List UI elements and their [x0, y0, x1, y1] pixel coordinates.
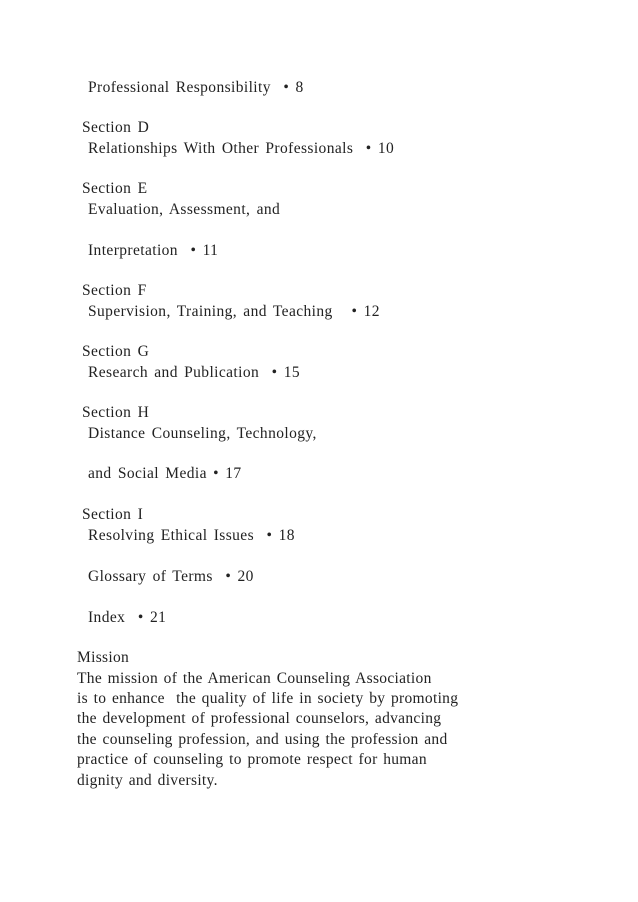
toc-section-f-heading: Section F — [82, 282, 147, 299]
toc-section-d-heading: Section D — [82, 119, 150, 136]
mission-text-line: dignity and diversity. — [77, 772, 218, 789]
toc-section-i-heading: Section I — [82, 506, 144, 523]
toc-entry-interpretation: Interpretation • 11 — [88, 242, 219, 259]
mission-text-line: is to enhance the quality of life in society by promoting — [77, 690, 459, 707]
toc-entry-evaluation: Evaluation, Assessment, and — [88, 201, 281, 218]
toc-entry-supervision: Supervision, Training, and Teaching • 12 — [88, 303, 380, 320]
toc-entry-glossary: Glossary of Terms • 20 — [88, 568, 254, 585]
mission-heading: Mission — [77, 649, 130, 666]
toc-entry-professional-responsibility: Professional Responsibility • 8 — [88, 79, 304, 96]
mission-text-line: the development of professional counselors, advancing — [77, 710, 442, 727]
mission-text-line: The mission of the American Counseling Association — [77, 670, 432, 687]
toc-section-g-heading: Section G — [82, 343, 150, 360]
toc-entry-distance-counseling: Distance Counseling, Technology, — [88, 425, 317, 442]
mission-text-line: practice of counseling to promote respect for human — [77, 751, 427, 768]
mission-text-line: the counseling profession, and using the profession and — [77, 731, 448, 748]
toc-entry-index: Index • 21 — [88, 609, 167, 626]
toc-section-e-heading: Section E — [82, 180, 148, 197]
toc-entry-relationships: Relationships With Other Professionals • 10 — [88, 140, 395, 157]
toc-entry-resolving-ethical: Resolving Ethical Issues • 18 — [88, 527, 295, 544]
toc-section-h-heading: Section H — [82, 404, 150, 421]
toc-entry-research: Research and Publication • 15 — [88, 364, 301, 381]
toc-entry-social-media: and Social Media • 17 — [88, 465, 242, 482]
